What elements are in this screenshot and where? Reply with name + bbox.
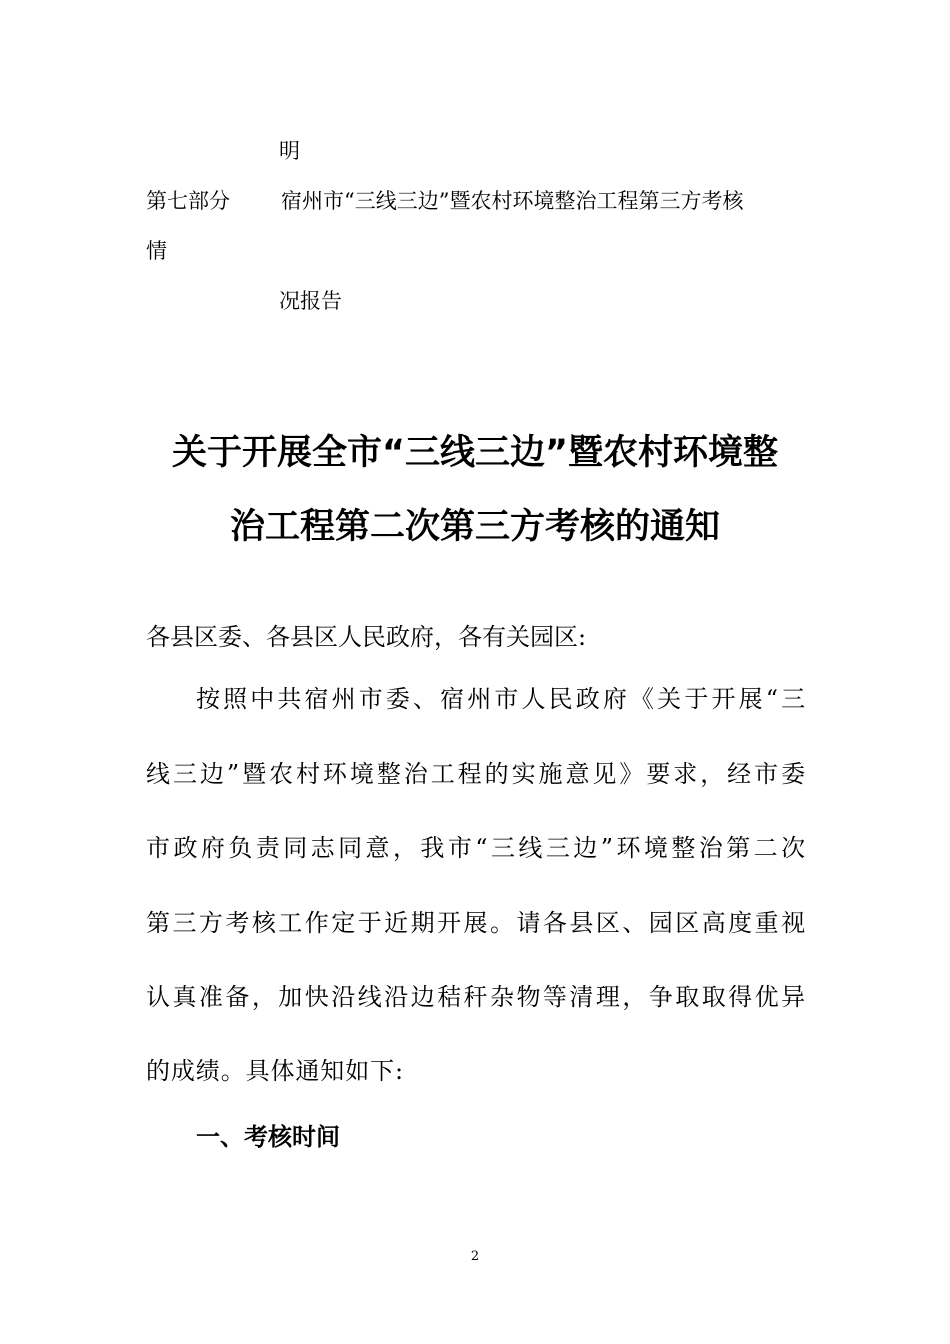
notice-title-line1: 关于开展全市“三线三边”暨农村环境整 — [171, 433, 778, 473]
notice-salutation: 各县区委、各县区人民政府，各有关园区: — [146, 623, 587, 651]
toc-part-title-line2: 况报告 — [279, 289, 342, 313]
paragraph-line: 第三方考核工作定于近期开展。请各县区、园区高度重视 — [146, 909, 806, 937]
paragraph-line: 市政府负责同志同意，我市“三线三边”环境整治第二次 — [146, 834, 806, 862]
toc-part-title-wrap: 情 — [146, 239, 167, 263]
paragraph-line: 的成绩。具体通知如下: — [146, 1057, 404, 1085]
toc-continuation-text: 明 — [279, 139, 300, 163]
toc-part-label: 第七部分 — [146, 189, 230, 213]
paragraph-line: 认真准备，加快沿线沿边秸秆杂物等清理，争取取得优异 — [146, 983, 806, 1011]
section-heading: 一、考核时间 — [196, 1123, 340, 1151]
page-number: 2 — [470, 1249, 480, 1264]
notice-title-line2: 治工程第二次第三方考核的通知 — [229, 507, 720, 547]
toc-part-title-line1: 宿州市“三线三边”暨农村环境整治工程第三方考核 — [281, 189, 744, 213]
paragraph-line: 按照中共宿州市委、宿州市人民政府《关于开展“三 — [196, 685, 806, 713]
paragraph-line: 线三边”暨农村环境整治工程的实施意见》要求，经市委 — [146, 760, 806, 788]
